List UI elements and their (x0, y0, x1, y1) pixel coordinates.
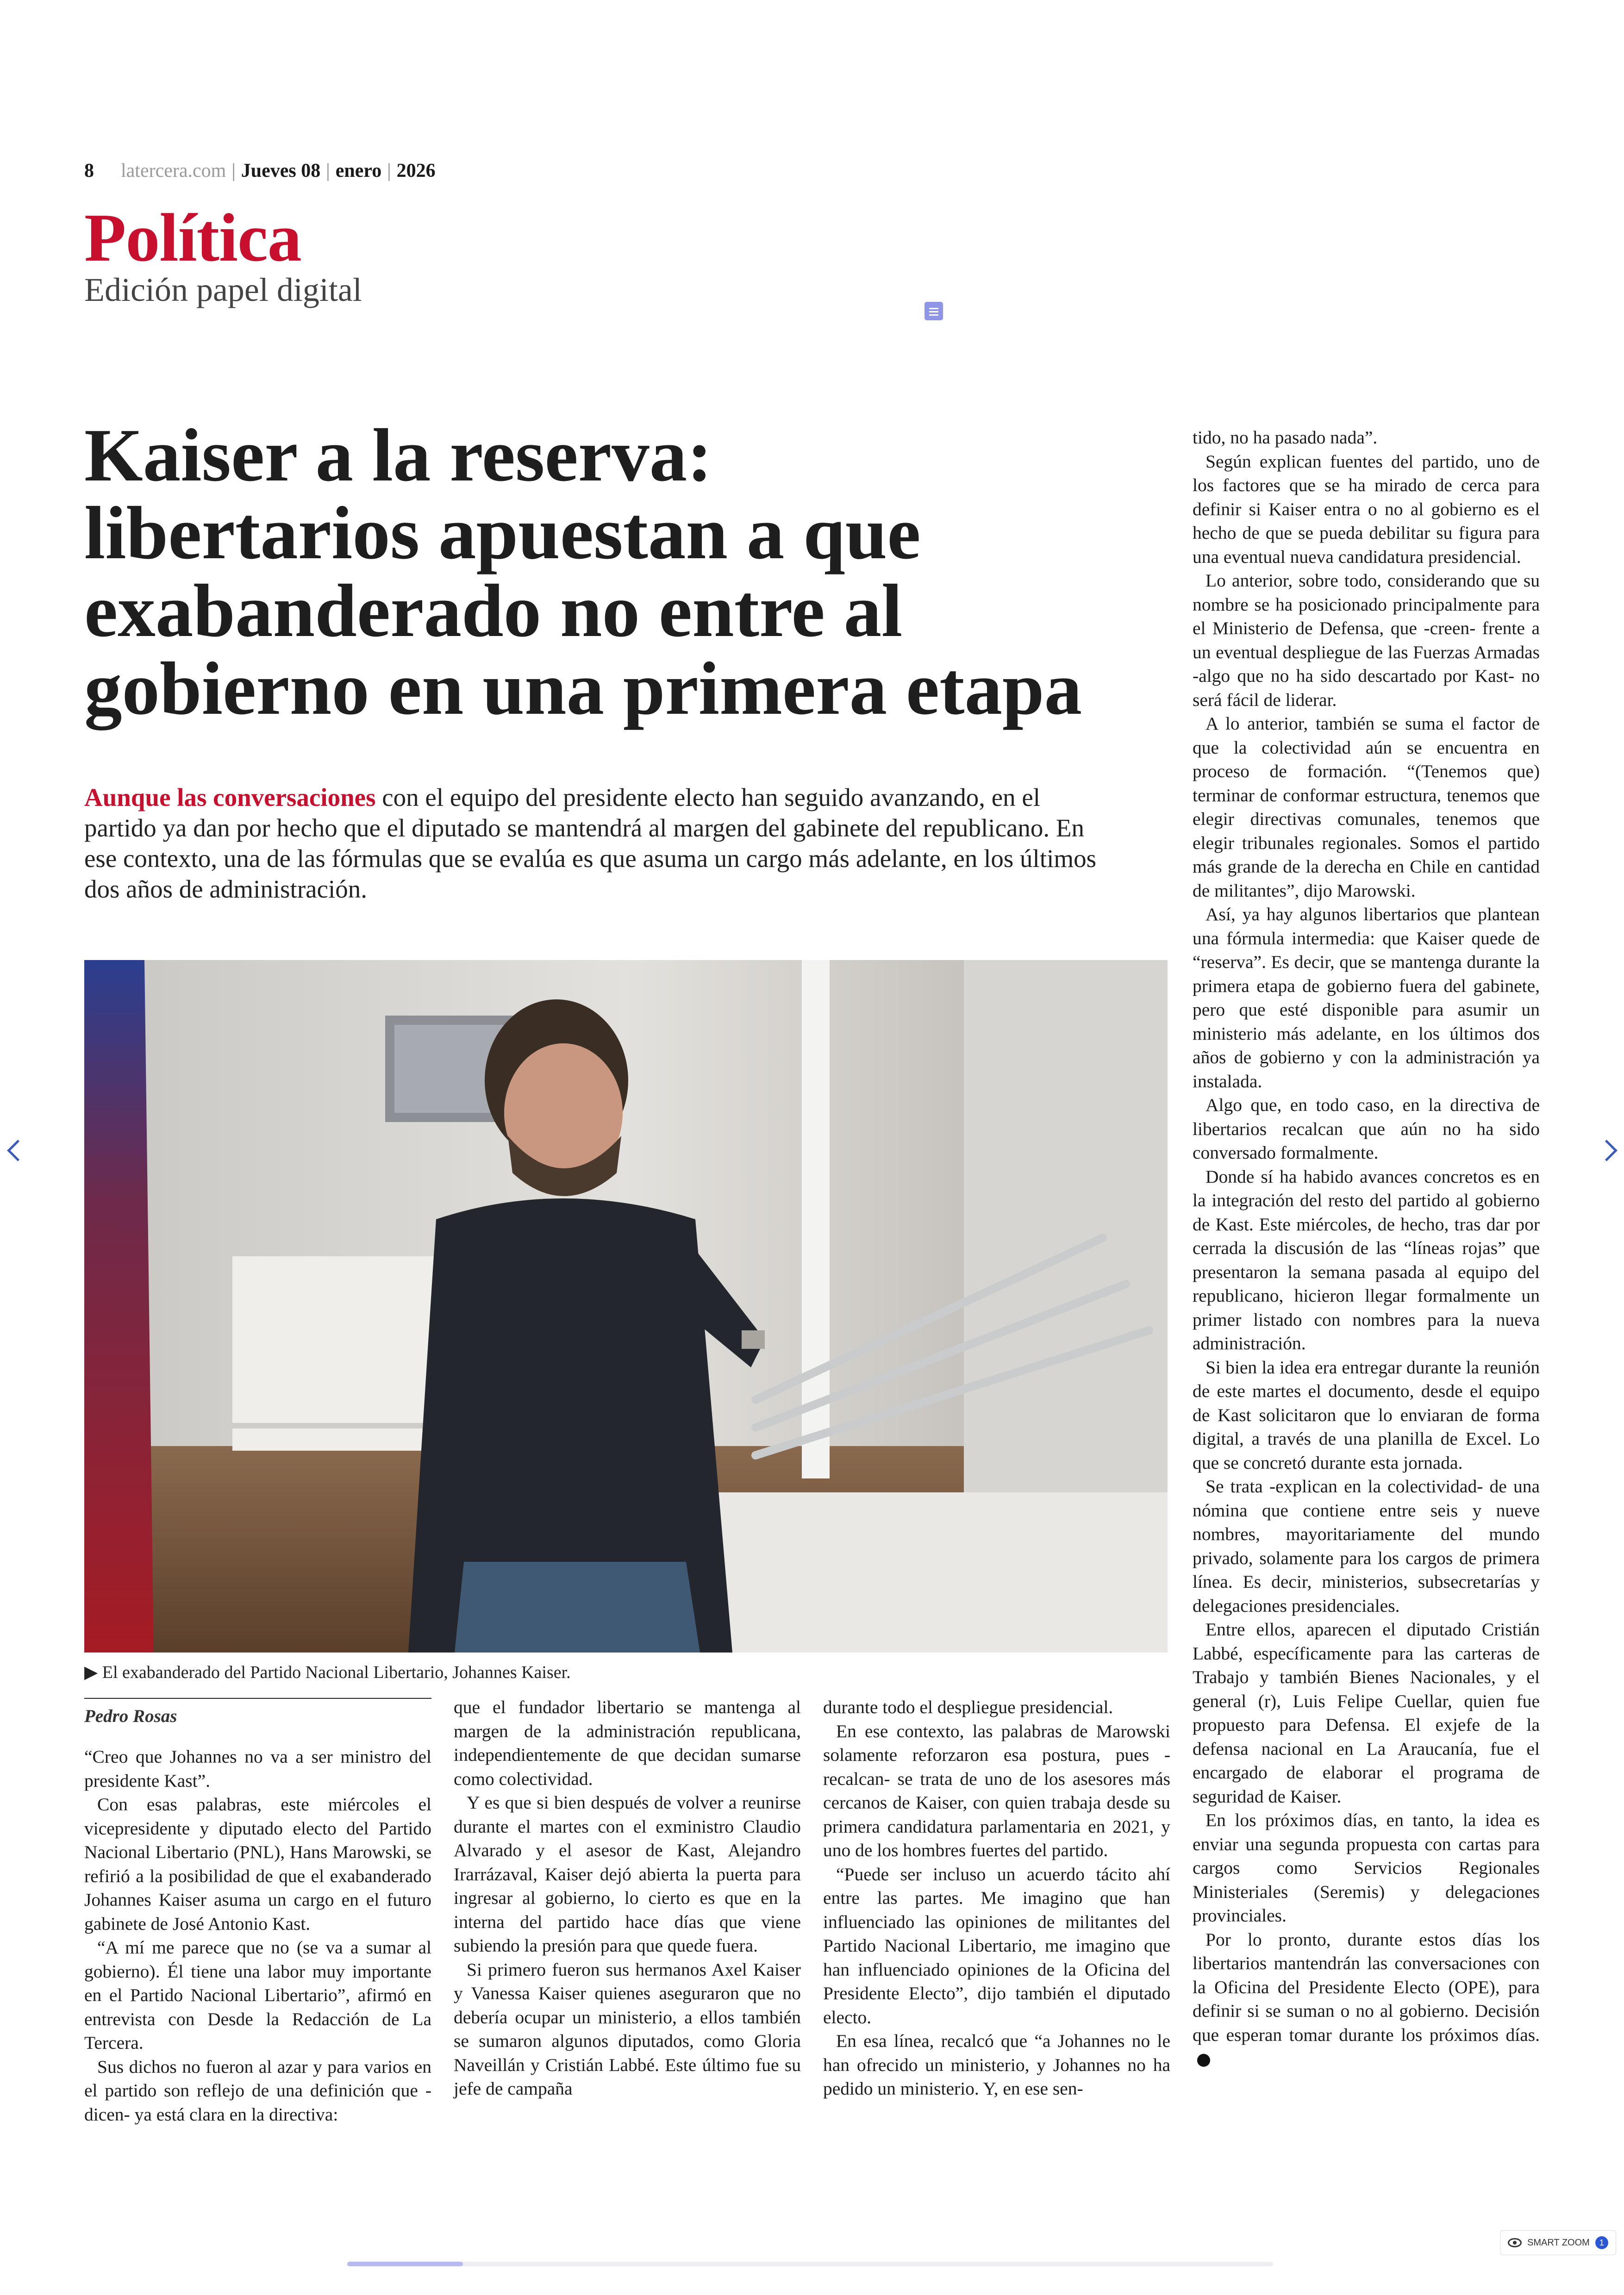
headline-line: exabanderado no entre al (84, 569, 903, 653)
paragraph: durante todo el despliegue presidencial. (823, 1697, 1113, 1717)
page-scroll-track[interactable] (347, 2262, 1273, 2266)
site-name: latercera.com (121, 160, 226, 181)
paragraph: Si bien la idea era entregar durante la reunión de este martes el documento, desde el equipo de Kast solicitaron que lo enviaran de forma digital, a través de una planilla de Excel. Lo que se concretó durante esta jornada. (1193, 1357, 1540, 1473)
paragraph: Si primero fueron sus hermanos Axel Kaiser y Vanessa Kaiser quienes aseguraron que no debería ocupar un ministerio, a ellos también se sumaron algunos diputados, como Gloria Naveillán y Cristián Labbé. Este último fue su jefe de campaña (454, 1959, 801, 2099)
body-column-1 (84, 1745, 431, 2127)
body-column-2 (454, 1696, 801, 2101)
paragraph: En los próximos días, en tanto, la idea es enviar una segunda propuesta con cartas para cargos como Servicios Regionales Ministeriales (Seremis) y delegaciones provinciales. (1193, 1810, 1540, 1926)
body-column-4 (1193, 426, 1540, 2071)
chevron-left-icon (7, 1140, 29, 1161)
paragraph: Donde sí ha habido avances concretos es en la integración del resto del partido al gobierno de Kast. Este miércoles, de hecho, tras dar por cerrada la discusión de las “líneas rojas” que presentaron la semana pasada al equipo del republicano, hicieron llegar formalmente un primer listado con nombres para la nueva administración. (1193, 1166, 1540, 1353)
smart-zoom-count: 1 (1595, 2236, 1608, 2249)
headline-line: libertarios apuestan a que (84, 492, 921, 575)
article-photo (84, 960, 1168, 1653)
photo-caption: ▶ El exabanderado del Partido Nacional Libertario, Johannes Kaiser. (84, 1663, 571, 1682)
page-number: 8 (84, 160, 94, 181)
page-scroll-thumb[interactable] (347, 2262, 463, 2266)
paragraph: “Creo que Johannes no va a ser ministro del presidente Kast”. (84, 1746, 431, 1791)
lede-text: con el equipo del presidente electo han seguido avanzando, en el partido ya dan por hecho que el diputado se mantendrá al margen del gabinete del republicano. En ese contexto, una de las fórmulas que se evalúa es que asuma un cargo más adelante, en los últimos dos años de administración. (84, 783, 1097, 903)
paragraph: Sus dichos no fueron al azar y para varios en el partido son reflejo de una definición que -dicen- ya está clara en la directiva: (84, 2056, 431, 2125)
paragraph: Entre ellos, aparecen el diputado Cristián Labbé, específicamente para las carteras de Trabajo y también Bienes Nacionales, y el general (r), Luis Felipe Cuellar, quien fue propuesto para Defensa. El exjefe de la defensa nacional en La Araucanía, fue el encargado de elaborar el programa de seguridad de Kaiser. (1193, 1619, 1540, 1807)
page-header: 8 latercera.com | Jueves 08 | enero | 2026 (84, 160, 436, 181)
lede-kicker: Aunque las conversaciones (84, 783, 376, 811)
paragraph: Y es que si bien después de volver a reunirse durante el martes con el exministro Claudio Alvarado y el asesor de Kast, Alejandro Irarrázaval, Kaiser dejó abierta la puerta para ingresar al gobierno, lo cierto es que en la interna del partido hace días que viene subiendo la presión para que quede fuera. (454, 1792, 801, 1956)
previous-page-button[interactable] (4, 1129, 31, 1171)
headline-line: gobierno en una primera etapa (84, 647, 1082, 730)
headline-line: Kaiser a la reserva: (84, 414, 712, 497)
section-title: Política (84, 200, 301, 276)
end-of-article-mark (1197, 2054, 1210, 2067)
paragraph: Por lo pronto, durante estos días los libertarios mantendrán las conversaciones con la Oficina del Presidente Electo (OPE), para definir si se suman o no al gobierno. Decisión que esperan tomar durante los próximos días. (1193, 1928, 1540, 2071)
paragraph: Lo anterior, sobre todo, considerando que su nombre se ha posicionado principalmente para el Ministerio de Defensa, que -creen- frente a un eventual despliegue de las Fuerzas Armadas -algo que no ha sido descartado por Kast- no será fácil de liderar. (1193, 570, 1540, 710)
smart-zoom-button[interactable] (1500, 2230, 1616, 2255)
issue-year: 2026 (396, 160, 436, 181)
paragraph: A lo anterior, también se suma el factor de que la colectividad aún se encuentra en proceso de formación. “(Tenemos que) terminar de conformar estructura, tenemos que elegir directivas comunales, tenemos que elegir tribunales regionales. Somos el partido más grande de la derecha en Chile en cantidad de militantes”, dijo Marowski. (1193, 713, 1540, 901)
issue-month: enero (335, 160, 382, 181)
paragraph: Con esas palabras, este miércoles el vicepresidente y diputado electo del Partido Nacional Libertario (PNL), Hans Marowski, se refirió a la posibilidad de que el exabanderado Johannes Kaiser asuma un cargo en el futuro gabinete de José Antonio Kast. (84, 1794, 431, 1934)
edition-label: Edición papel digital (84, 271, 362, 308)
author-byline: Pedro Rosas (84, 1706, 177, 1726)
paragraph: Según explican fuentes del partido, uno de los factores que se ha mirado de cerca para definir si Kaiser entra o no al gobierno es el hecho de que se pueda debilitar su figura para una eventual nueva candidatura presidencial. (1193, 451, 1540, 567)
article-lede (84, 782, 1117, 904)
paragraph: “A mí me parece que no (se va a sumar al gobierno). Él tiene una labor muy importante en el Partido Nacional Libertario”, afirmó en entrevista con Desde la Redacción de La Tercera. (84, 1937, 431, 2053)
paragraph: Así, ya hay algunos libertarios que plantean una fórmula intermedia: que Kaiser quede de “reserva”. Es decir, que se mantenga durante la primera etapa de gobierno fuera del gabinete, pero que esté disponible para asumir un ministerio más adelante, en los últimos dos años de gobierno y con la administración ya instalada. (1193, 904, 1540, 1091)
chevron-right-icon (1596, 1140, 1618, 1161)
paragraph: tido, no ha pasado nada”. (1193, 427, 1378, 448)
paragraph: En ese contexto, las palabras de Marowski solamente reforzaron esa postura, pues -recalcan- se trata de uno de los asesores más cercanos de Kaiser, con quien trabaja desde su primera candidatura parlamentaria en 2021, y uno de los hombres fuertes del partido. (823, 1721, 1170, 1860)
issue-day: Jueves 08 (241, 160, 321, 181)
paragraph: Se trata -explican en la colectividad- de una nómina que contiene entre seis y nueve nombres, mayoritariamente del mundo privado, solamente para los cargos de primera línea. Es decir, ministerios, subsecretarías y delegaciones presidenciales. (1193, 1476, 1540, 1616)
eye-icon (1508, 2238, 1522, 2247)
photo-illustration (84, 960, 1168, 1653)
paragraph: “Puede ser incluso un acuerdo tácito ahí entre las partes. Me imagino que han influenciado las opiniones de militantes del Partido Nacional Libertario, me imagino que han influenciado opiniones de la Oficina del Presidente Electo”, dijo también el diputado electo. (823, 1864, 1170, 2027)
body-column-3 (823, 1696, 1170, 2101)
paragraph: que el fundador libertario se mantenga al margen de la administración republicana, independientemente de que decidan sumarse como colectividad. (454, 1697, 801, 1789)
byline-rule (84, 1698, 431, 1699)
note-icon[interactable] (924, 302, 943, 320)
paragraph: En esa línea, recalcó que “a Johannes no le han ofrecido un ministerio, y Johannes no ha pedido un ministerio. Y, en ese sen- (823, 2031, 1170, 2099)
paragraph: Algo que, en todo caso, en la directiva de libertarios recalcan que aún no ha sido conversado formalmente. (1193, 1095, 1540, 1163)
article-headline (84, 414, 1168, 730)
smart-zoom-label: SMART ZOOM (1527, 2237, 1590, 2248)
next-page-button[interactable] (1593, 1129, 1620, 1171)
